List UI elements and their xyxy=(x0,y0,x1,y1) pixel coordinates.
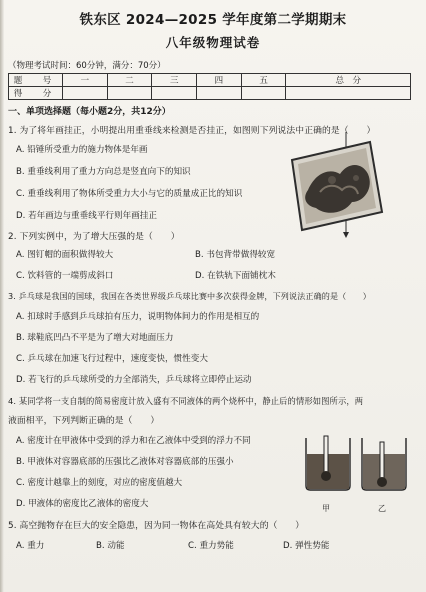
score-cell[interactable] xyxy=(63,87,108,100)
score-cell[interactable] xyxy=(152,87,197,100)
score-cell[interactable] xyxy=(241,87,286,100)
question-5-option-c[interactable]: C. 重力势能 xyxy=(188,541,234,551)
question-1-stem: 1. 为了将年画挂正，小明提出用重垂线来检测是否挂正，如图则下列说法中正确的是（ ） xyxy=(8,126,376,136)
question-1-option-b[interactable]: B. 重垂线利用了重力方向总是竖直向下的知识 xyxy=(16,167,191,177)
question-2-stem: 2. 下列实例中，为了增大压强的是（ ） xyxy=(8,232,180,242)
page-edge-shadow xyxy=(0,0,4,592)
framed-painting-figure xyxy=(286,132,386,239)
question-2-option-a[interactable]: A. 图钉帽的面积做得较大 xyxy=(16,250,114,260)
question-3-option-c[interactable]: C. 乒乓球在加速飞行过程中，速度变快，惯性变大 xyxy=(16,354,208,364)
hydrometer-beakers-figure xyxy=(302,430,414,498)
question-4-stem-line-2: 液面相平，下列判断正确的是（ ） xyxy=(8,416,160,426)
question-4-option-b[interactable]: B. 甲液体对容器底部的压强比乙液体对容器底部的压强小 xyxy=(16,457,234,467)
question-2-option-c[interactable]: C. 饮料管的一端剪成斜口 xyxy=(16,271,114,281)
exam-title: 铁东区 2024—2025 学年度第二学期期末 xyxy=(79,12,347,28)
score-cell[interactable] xyxy=(107,87,152,100)
score-row-label: 题 号 xyxy=(9,74,63,87)
figure-label-jia: 甲 xyxy=(322,504,330,513)
beaker-jia-icon xyxy=(306,436,350,490)
score-col-1: 一 xyxy=(63,74,108,87)
question-5-option-d[interactable]: D. 弹性势能 xyxy=(283,541,330,551)
question-4-option-d[interactable]: D. 甲液体的密度比乙液体的密度大 xyxy=(16,499,149,509)
question-5-option-a[interactable]: A. 重力 xyxy=(16,541,45,551)
question-3-option-d[interactable]: D. 若飞行的乒乓球所受的力全部消失，乒乓球将立即停止运动 xyxy=(16,375,252,385)
score-col-4: 四 xyxy=(197,74,242,87)
score-col-5: 五 xyxy=(241,74,286,87)
score-table-score-row xyxy=(9,87,411,100)
question-4-option-a[interactable]: A. 密度计在甲液体中受到的浮力和在乙液体中受到的浮力不同 xyxy=(16,436,251,446)
tilted-painting-icon xyxy=(292,142,382,230)
question-1-option-a[interactable]: A. 铅锤所受重力的施力物体是年画 xyxy=(16,145,148,155)
score-col-total: 总 分 xyxy=(286,74,411,87)
score-table-header-row xyxy=(9,74,411,87)
question-1-option-c[interactable]: C. 重垂线利用了物体所受重力大小与它的质量成正比的知识 xyxy=(16,189,243,199)
question-3-option-a[interactable]: A. 扣球时手感到乒乓球拍有压力，说明物体间力的作用是相互的 xyxy=(16,312,260,322)
question-4-option-c[interactable]: C. 密度计越靠上的刻度，对应的密度值越大 xyxy=(16,478,183,488)
score-row-label: 得 分 xyxy=(9,87,63,100)
section-heading: 一、单项选择题（每小题2分，共12分） xyxy=(8,107,171,117)
question-3-stem: 3. 乒乓球是我国的国球，我国在各类世界级乒乓球比赛中多次获得金牌，下列说法正确的是（ ） xyxy=(8,291,371,301)
question-5-stem: 5. 高空抛物存在巨大的安全隐患，因为同一物体在高处具有较大的（ ） xyxy=(8,521,305,531)
exam-info: （物理考试时间：60分钟，满分：70分） xyxy=(8,61,166,71)
question-5-option-b[interactable]: B. 动能 xyxy=(96,541,125,551)
score-col-3: 三 xyxy=(152,74,197,87)
score-cell[interactable] xyxy=(197,87,242,100)
exam-subtitle: 八年级物理试卷 xyxy=(165,35,261,50)
question-1-option-d[interactable]: D. 若年画边与重垂线平行则年画挂正 xyxy=(16,211,157,221)
score-cell[interactable] xyxy=(286,87,411,100)
figure-label-yi: 乙 xyxy=(378,504,386,513)
question-2-option-d[interactable]: D. 在铁轨下面铺枕木 xyxy=(195,271,276,281)
question-4-stem-line-1: 4. 某同学将一支自制的简易密度计放入盛有不同液体的两个烧杯中，静止后的情形如图所示，两 xyxy=(8,396,364,406)
score-col-2: 二 xyxy=(107,74,152,87)
score-table xyxy=(8,73,411,100)
question-2-option-b[interactable]: B. 书包背带做得较宽 xyxy=(195,250,276,260)
question-3-option-b[interactable]: B. 球鞋底凹凸不平是为了增大对地面压力 xyxy=(16,333,174,343)
beaker-yi-icon xyxy=(362,438,406,490)
